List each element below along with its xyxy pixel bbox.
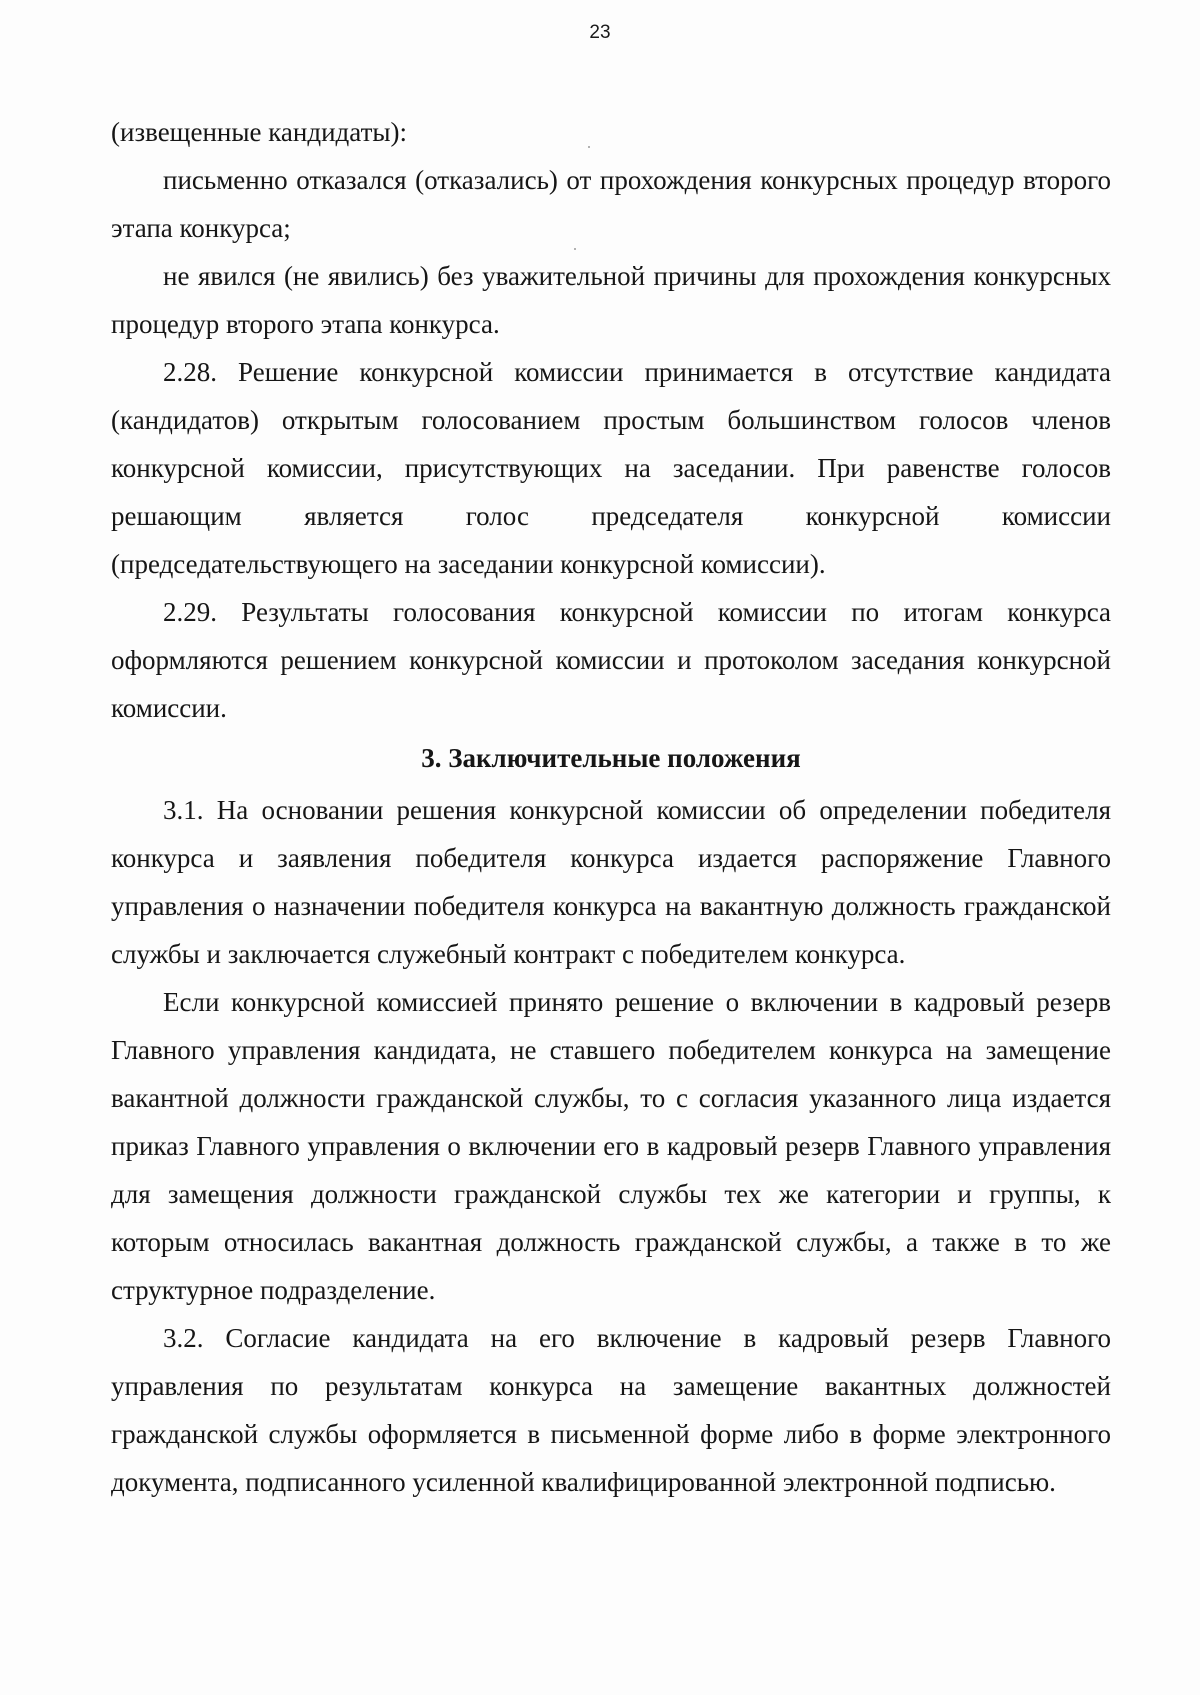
section-3-heading: 3. Заключительные положения (421, 743, 801, 773)
paragraph-written-refusal: письменно отказался (отказались) от прохождения конкурсных процедур второго этапа конкурса; (111, 165, 1111, 243)
paragraph-notified-candidates: (извещенные кандидаты): (111, 117, 408, 147)
paragraph-no-show: не явился (не явились) без уважительной причины для прохождения конкурсных процедур второго этапа конкурса. (111, 261, 1111, 339)
paragraph-2-29: 2.29. Результаты голосования конкурсной комиссии по итогам конкурса оформляются решением конкурсной комиссии и протоколом заседания конкурсной комиссии. (111, 597, 1111, 723)
paragraph-2-28: 2.28. Решение конкурсной комиссии принимается в отсутствие кандидата (кандидатов) открытым голосованием простым большинством голосов членов конкурсной комиссии, присутствующих на заседании. При равенстве голосов решающим является голос председателя конкурсной комиссии (председательствующего на заседании конкурсной комиссии). (111, 357, 1111, 579)
paragraph-3-2: 3.2. Согласие кандидата на его включение в кадровый резерв Главного управления по результатам конкурса на замещение вакантных должностей гражданской службы оформляется в письменной форме либо в форме электронного документа, подписанного усиленной квалифицированной электронной подписью. (111, 1323, 1111, 1497)
page-number: 23 (589, 22, 611, 43)
document-body (111, 108, 1111, 1506)
paragraph-3-1: 3.1. На основании решения конкурсной комиссии об определении победителя конкурса и заявления победителя конкурса издается распоряжение Главного управления о назначении победителя конкурса на вакантную должность гражданской службы и заключается служебный контракт с победителем конкурса. (111, 795, 1111, 969)
paragraph-reserve-inclusion: Если конкурсной комиссией принято решение о включении в кадровый резерв Главного управления кандидата, не ставшего победителем конкурса на замещение вакантной должности гражданской службы, то с согласия указанного лица издается приказ Главного управления о включении его в кадровый резерв Главного управления для замещения должности гражданской службы тех же категории и группы, к которым относилась вакантная должность гражданской службы, а также в то же структурное подразделение. (111, 987, 1111, 1305)
